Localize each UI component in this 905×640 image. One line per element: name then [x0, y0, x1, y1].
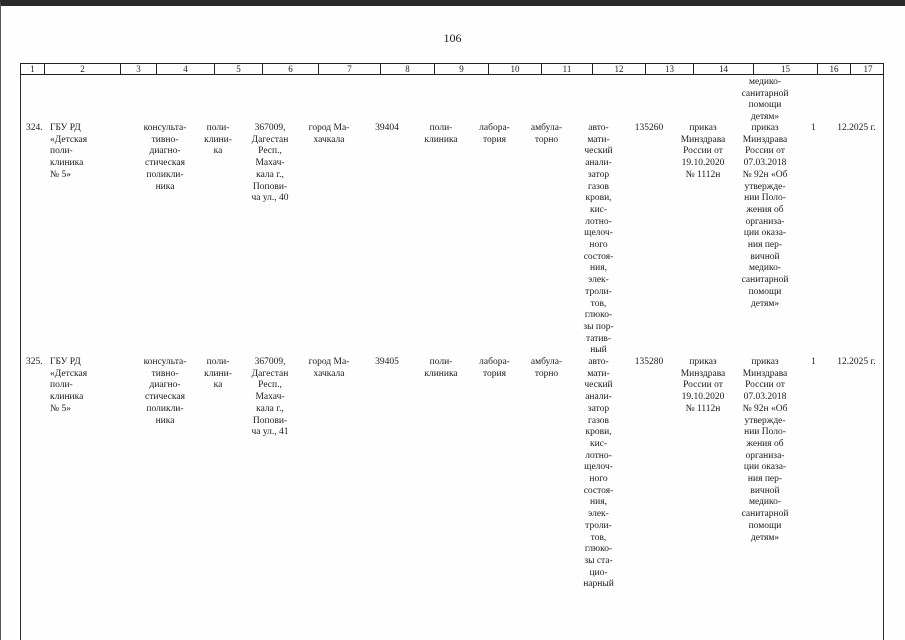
page-number: 106	[443, 31, 462, 45]
room: лабора- тория	[479, 123, 510, 145]
care-condition: амбула- торно	[530, 357, 563, 379]
carryover-col-15: медико- санитарной помощи детям»	[741, 77, 789, 123]
header-col-14: 14	[694, 64, 754, 74]
header-col-8: 8	[381, 64, 435, 74]
header-col-10: 10	[489, 64, 542, 74]
code: 39405	[375, 357, 399, 367]
header-col-9: 9	[435, 64, 489, 74]
header-col-15: 15	[754, 64, 818, 74]
organization-name: ГБУ РД «Детская поли- клиника № 5»	[50, 357, 88, 414]
device-name: авто- мати- ческий анали- затор газов крови, кис- лотно- щелоч- ного состоя- ния, элек- троли- тов, глюко- зы ста- цио- нарный	[583, 357, 614, 590]
table-right-border	[883, 75, 884, 640]
header-col-7: 7	[319, 64, 381, 74]
unit-type: поли- клини- ка	[204, 123, 232, 157]
row-number: 324.	[26, 123, 43, 133]
care-condition: амбула- торно	[530, 123, 563, 145]
organization-name: ГБУ РД «Детская поли- клиника № 5»	[50, 123, 88, 180]
quantity: 1	[811, 123, 816, 133]
quantity: 1	[811, 357, 816, 367]
header-col-4: 4	[157, 64, 215, 74]
table-left-border	[20, 75, 21, 640]
deadline-date: 12.2025 г.	[837, 357, 876, 367]
header-col-11: 11	[542, 64, 593, 74]
header-col-12: 12	[593, 64, 646, 74]
row-number: 325.	[26, 357, 43, 367]
facility-type: консульта- тивно- диагно- стическая поликли- ника	[143, 123, 187, 192]
unit-type: поли- клини- ка	[204, 357, 232, 391]
order-reference-2: приказ Минздрава России от 07.03.2018 № 92н «Об утвержде- нии Поло- жения об организа- ции оказа- ния пер- вичной медико- санитарной помощи детям»	[741, 357, 789, 543]
department: поли- клиника	[424, 357, 458, 379]
header-col-5: 5	[215, 64, 263, 74]
header-col-6: 6	[263, 64, 319, 74]
address: 367009, Дагестан Респ., Махач- кала г., Попови- ча ул., 40	[251, 123, 289, 204]
header-col-2: 2	[45, 64, 121, 74]
header-col-17: 17	[863, 64, 873, 74]
city: город Ма- хачкала	[308, 123, 350, 145]
header-col-13: 13	[646, 64, 694, 74]
column-header-row	[20, 63, 884, 75]
device-name: авто- мати- ческий анали- затор газов крови, кис- лотно- щелоч- ного состоя- ния, элек- троли- тов, глюко- зы пор- татив- ный	[583, 123, 614, 356]
address: 367009, Дагестан Респ., Махач- кала г., Попови- ча ул., 41	[251, 357, 289, 438]
device-code: 135260	[634, 123, 664, 133]
header-col-16: 16	[818, 64, 851, 74]
header-col-1: 1	[21, 64, 45, 74]
deadline-date: 12.2025 г.	[837, 123, 876, 133]
city: город Ма- хачкала	[308, 357, 350, 379]
facility-type: консульта- тивно- диагно- стическая поликли- ника	[143, 357, 187, 426]
order-reference-1: приказ Минздрава России от 19.10.2020 № 1112н	[680, 123, 726, 180]
header-col-3: 3	[121, 64, 157, 74]
order-reference-2: приказ Минздрава России от 07.03.2018 № 92н «Об утвержде- нии Поло- жения об организа- ции оказа- ния пер- вичной медико- санитарной помощи детям»	[741, 123, 789, 309]
department: поли- клиника	[424, 123, 458, 145]
code: 39404	[375, 123, 399, 133]
order-reference-1: приказ Минздрава России от 19.10.2020 № 1112н	[680, 357, 726, 414]
device-code: 135280	[634, 357, 664, 367]
room: лабора- тория	[479, 357, 510, 379]
